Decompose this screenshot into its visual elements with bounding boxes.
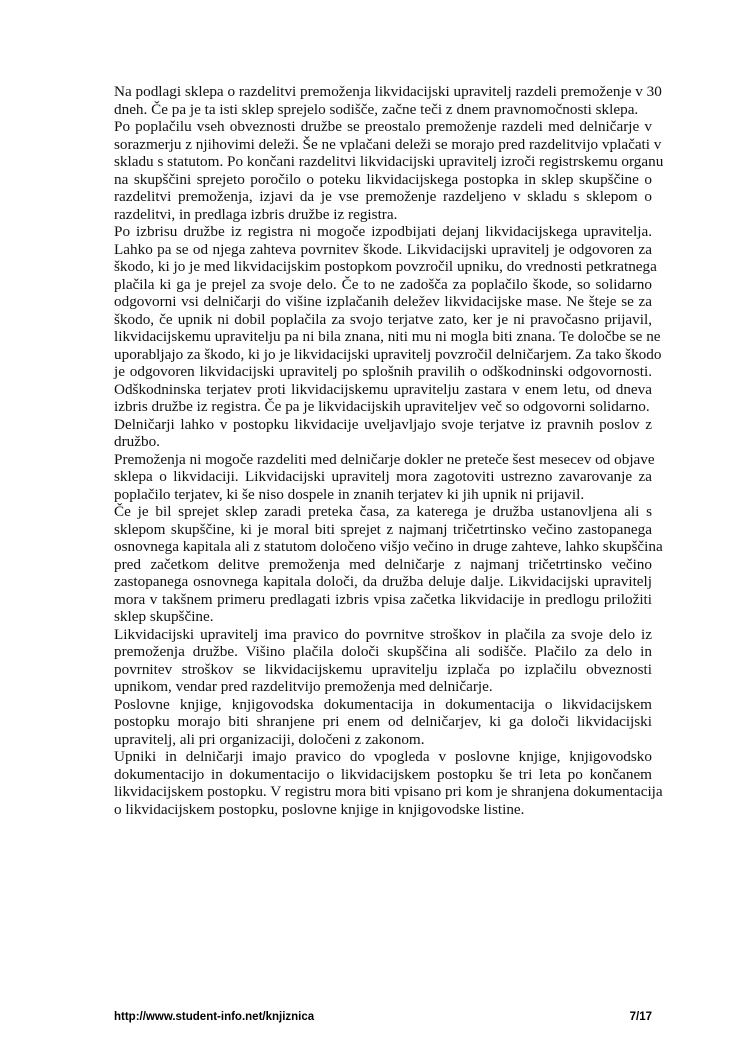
text-line: dneh. Če pa je ta isti sklep sprejelo sodišče, začne teči z dnem pravnomočnosti sklepa. [114,100,639,118]
text-line: upravitelj, ali pri organizaciji, določeni z zakonom. [114,730,425,748]
text-line: razdelitvi premoženja, izjavi da je vse premoženje razdeljeno v skladu s sklepom o [114,188,652,205]
text-line: škodo, če upnik ni dobil poplačila za svojo terjatve zato, ker je ni pravočasno prijavil, [114,310,652,328]
document-body [114,83,664,818]
text-line: sklep skupščine. [114,608,214,625]
text-line: razdelitvi, in predlaga izbris družbe iz registra. [114,205,398,223]
text-line: likvidacijskemu upravitelju pa ni bila znana, niti mu ni mogla biti znana. Te določbe se ne [114,328,661,345]
text-line: o likvidacijskem postopku, poslovne knjige in knjigovodske listine. [114,800,525,818]
text-line: Po izbrisu družbe iz registra ni mogoče izpodbijati dejanj likvidacijskega upravitelja. [114,223,652,240]
text-line: Upniki in delničarji imajo pravico do vpogleda v poslovne knjige, knjigovodsko [114,748,652,765]
text-line: sklepom skupščine, ki je moral biti sprejet z najmanj tričetrtinsko večino zastopanega [114,520,652,538]
text-line: osnovnega kapitala ali z statutom določeno višjo večino in druge zahteve, lahko skupščina [114,538,663,555]
text-line: plačila ki ga je prejel za svoje delo. Če to ne zadošča za poplačilo škode, so solidarno [114,275,652,293]
text-line: je odgovoren likvidacijski upravitelj po splošnih pravilih o odškodninski odgovornosti. [114,363,652,380]
text-line: odgovorni vsi delničarji do višine izplačanih deležev likvidacijske mase. Ne šteje se za [114,293,652,310]
paragraph [114,696,652,749]
text-line: sorazmerju z njihovimi deleži. Še ne vplačani deleži se morajo pred razdelitvijo vplačati v [114,135,662,153]
text-line: sklepa o likvidaciji. Likvidacijski upravitelj mora zagotoviti ustrezno zavarovanje za [114,468,652,485]
text-line: Na podlagi sklepa o razdelitvi premoženja likvidacijski upravitelj razdeli premoženje v 30 [114,83,662,100]
text-line: Poslovne knjige, knjigovodska dokumentacija in dokumentacija o likvidacijskem [114,695,652,713]
text-line: Likvidacijski upravitelj ima pravico do povrnitve stroškov in plačila za svoje delo iz [114,625,652,643]
text-line: premoženja družbe. Višino plačila določi skupščina ali sodišče. Plačilo za delo in [114,643,652,660]
text-line: Če je bil sprejet sklep zaradi preteka časa, za katerega je družba ustanovljena ali s [114,503,652,520]
paragraph [114,450,655,504]
text-line: pred začetkom delitve premoženja med delničarje z najmanj tričetrtinsko večino [114,555,652,573]
text-line: Po poplačilu vseh obveznosti družbe se preostalo premoženje razdeli med delničarje v [114,118,652,135]
paragraph [114,626,652,696]
text-line: poplačilo terjatev, ki še niso dospele in znanih terjatev ki jih upnik ni prijavil. [114,485,585,503]
text-line: na skupščini sprejeto poročilo o poteku likvidacijskega postopka in sklep skupščine o [114,170,652,188]
footer-url: http://www.student-info.net/knjiznica [114,1011,315,1023]
text-line: mora v takšnem primeru predlagati izbris vpisa začetka likvidacije in predlogu priložiti [114,590,652,608]
text-line: likvidacijskem postopku. V registru mora biti vpisano pri kom je shranjena dokumentacija [114,783,663,800]
text-line: postopku morajo biti shranjene pri enem od delničarjev, ki ga določi likvidacijski [114,713,652,730]
text-line: zastopanega osnovnega kapitala določi, da družba deluje dalje. Likvidacijski upravitelj [114,573,652,590]
paragraph [114,118,664,223]
text-line: Premoženja ni mogoče razdeliti med delničarje dokler ne preteče šest mesecev od objave [114,450,655,468]
text-line: izbris družbe iz registra. Če pa je likvidacijskih upraviteljev več so odgovorni solidarno. [114,398,650,415]
text-line: Odškodninska terjatev proti likvidacijskemu upravitelju zastara v enem letu, od dneva [114,380,652,398]
text-line: uporabljajo za škodo, ki jo je likvidacijski upravitelj povzročil delničarjem. Za tako škodo [114,345,662,363]
text-line: skladu s statutom. Po končani razdelitvi likvidacijski upravitelj izroči registrskemu organu [114,153,664,170]
text-line: Lahko pa se od njega zahteva povrnitev škode. Likvidacijski upravitelj je odgovoren za [114,240,652,258]
paragraph [114,83,662,118]
paragraph [114,748,663,818]
text-line: Delničarji lahko v postopku likvidacije uveljavljajo svoje terjatve iz pravnih poslov z [114,415,652,433]
paragraph [114,416,652,451]
text-line: povrnitev stroškov se likvidacijskemu upravitelju izplača po izplačilu obveznosti [114,660,652,678]
page-number: 7/17 [629,1011,652,1023]
paragraph [114,223,662,416]
text-line: upnikom, vendar pred razdelitvijo premoženja med delničarje. [114,678,493,695]
text-line: škodo, ki jo je med likvidacijskim postopkom povzročil upniku, do vrednosti petkratnega [114,258,657,275]
text-line: dokumentacijo in dokumentacijo o likvidacijskem postopku še tri leta po končanem [114,765,652,783]
paragraph [114,503,663,626]
text-line: družbo. [114,433,160,450]
